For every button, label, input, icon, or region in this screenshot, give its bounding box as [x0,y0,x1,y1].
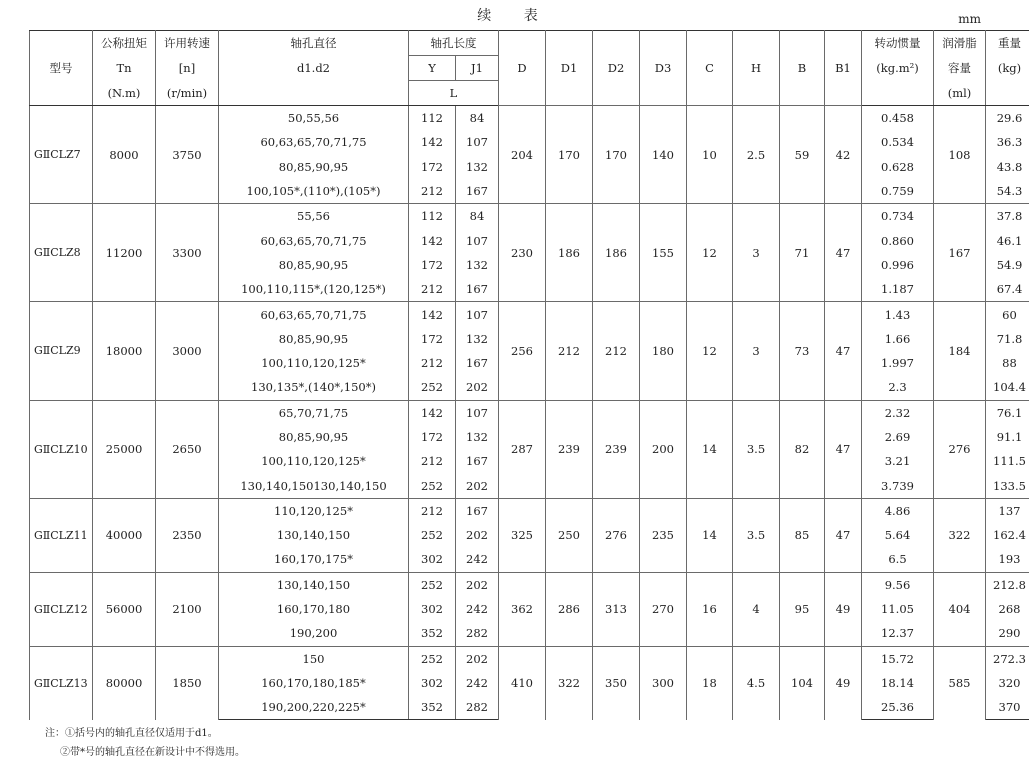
length-y-cell: 212 [409,277,456,302]
inertia-cell: 11.05 [862,597,934,621]
dim-d-cell: 325 [499,498,546,572]
dim-b-cell: 85 [780,498,825,572]
dim-h-cell: 3.5 [733,498,780,572]
weight-cell: 54.3 [986,179,1029,204]
inertia-cell: 1.66 [862,327,934,351]
bore-cell: 100,105*,(110*),(105*) [219,179,409,204]
model-cell: GⅡCLZ9 [30,302,93,400]
length-j1-cell: 132 [456,253,499,277]
dim-d1-cell: 186 [546,204,593,302]
header-grease-unit: (ml) [934,81,986,106]
torque-cell: 56000 [93,572,156,646]
inertia-cell: 1.43 [862,302,934,327]
model-cell: GⅡCLZ13 [30,646,93,720]
bore-cell: 100,110,120,125* [219,449,409,473]
grease-cell: 404 [934,572,986,646]
dim-h-cell: 3.5 [733,400,780,498]
header-torque-symbol: Tn [93,56,156,81]
length-j1-cell: 132 [456,425,499,449]
inertia-cell: 0.628 [862,155,934,179]
dim-c-cell: 14 [687,498,733,572]
header-bore-symbol: d1.d2 [219,56,409,81]
length-j1-cell: 282 [456,621,499,646]
dim-d-cell: 256 [499,302,546,400]
speed-cell: 3750 [156,106,219,204]
length-y-cell: 352 [409,621,456,646]
inertia-cell: 5.64 [862,523,934,547]
weight-cell: 104.4 [986,375,1029,400]
dim-d1-cell: 250 [546,498,593,572]
header-speed-symbol: [n] [156,56,219,81]
dim-d3-cell: 200 [640,400,687,498]
header-B: B [780,31,825,106]
table-row [30,498,1029,523]
table-body [30,106,1029,720]
length-j1-cell: 84 [456,106,499,131]
table-header [30,31,1029,106]
bore-cell: 190,200,220,225* [219,695,409,720]
length-y-cell: 252 [409,646,456,671]
dim-h-cell: 3 [733,204,780,302]
dim-d1-cell: 170 [546,106,593,204]
dim-d2-cell: 350 [593,646,640,720]
bore-cell: 80,85,90,95 [219,425,409,449]
bore-cell: 130,140,150130,140,150 [219,473,409,498]
length-y-cell: 172 [409,327,456,351]
header-length-l: L [409,81,499,106]
length-j1-cell: 167 [456,277,499,302]
dim-b1-cell: 47 [825,400,862,498]
dim-h-cell: 3 [733,302,780,400]
header-bore-name: 轴孔直径 [219,31,409,56]
dim-b1-cell: 49 [825,572,862,646]
weight-cell: 76.1 [986,400,1029,425]
bore-cell: 160,170,180 [219,597,409,621]
footnote-2: ②带*号的轴孔直径在新设计中不得选用。 [60,747,245,758]
grease-cell: 276 [934,400,986,498]
bore-cell: 100,110,115*,(120,125*) [219,277,409,302]
speed-cell: 3000 [156,302,219,400]
length-y-cell: 112 [409,106,456,131]
inertia-cell: 0.534 [862,130,934,154]
length-y-cell: 172 [409,253,456,277]
length-j1-cell: 202 [456,646,499,671]
bore-cell: 160,170,180,185* [219,671,409,695]
model-cell: GⅡCLZ11 [30,498,93,572]
length-y-cell: 212 [409,449,456,473]
length-j1-cell: 107 [456,302,499,327]
bore-cell: 60,63,65,70,71,75 [219,130,409,154]
dim-d-cell: 362 [499,572,546,646]
length-y-cell: 302 [409,597,456,621]
length-j1-cell: 132 [456,327,499,351]
bore-cell: 190,200 [219,621,409,646]
length-y-cell: 212 [409,179,456,204]
dim-b-cell: 95 [780,572,825,646]
header-grease-name2: 容量 [934,56,986,81]
table-row [30,204,1029,229]
bore-cell: 55,56 [219,204,409,229]
header-D2: D2 [593,31,640,106]
dim-c-cell: 10 [687,106,733,204]
header-C: C [687,31,733,106]
dim-h-cell: 4 [733,572,780,646]
dim-d3-cell: 155 [640,204,687,302]
header-torque-unit: (N.m) [93,81,156,106]
length-y-cell: 112 [409,204,456,229]
inertia-cell: 3.739 [862,473,934,498]
dim-b1-cell: 47 [825,302,862,400]
bore-cell: 130,135*,(140*,150*) [219,375,409,400]
length-y-cell: 212 [409,351,456,375]
inertia-cell: 6.5 [862,547,934,572]
bore-cell: 130,140,150 [219,572,409,597]
bore-cell: 60,63,65,70,71,75 [219,228,409,252]
length-y-cell: 302 [409,671,456,695]
inertia-cell: 0.734 [862,204,934,229]
weight-cell: 46.1 [986,228,1029,252]
weight-cell: 111.5 [986,449,1029,473]
weight-cell: 71.8 [986,327,1029,351]
header-H: H [733,31,780,106]
header-torque-name: 公称扭矩 [93,31,156,56]
grease-cell: 184 [934,302,986,400]
footnotes [45,724,245,762]
header-D1: D1 [546,31,593,106]
header-grease-name: 润滑脂 [934,31,986,56]
dim-d-cell: 230 [499,204,546,302]
length-j1-cell: 107 [456,228,499,252]
weight-cell: 370 [986,695,1029,720]
weight-cell: 212.8 [986,572,1029,597]
dim-d1-cell: 212 [546,302,593,400]
dim-b1-cell: 47 [825,498,862,572]
length-y-cell: 302 [409,547,456,572]
length-y-cell: 252 [409,473,456,498]
length-y-cell: 142 [409,302,456,327]
table-row [30,646,1029,671]
bore-cell: 150 [219,646,409,671]
coupling-spec-table [29,30,1029,720]
length-y-cell: 212 [409,498,456,523]
dim-b-cell: 71 [780,204,825,302]
weight-cell: 29.6 [986,106,1029,131]
inertia-cell: 12.37 [862,621,934,646]
weight-cell: 162.4 [986,523,1029,547]
inertia-cell: 2.32 [862,400,934,425]
dim-d1-cell: 286 [546,572,593,646]
length-j1-cell: 242 [456,671,499,695]
header-bore-blank [219,81,409,106]
length-y-cell: 142 [409,400,456,425]
speed-cell: 2350 [156,498,219,572]
header-model-blank [30,31,93,56]
length-j1-cell: 84 [456,204,499,229]
header-D: D [499,31,546,106]
inertia-cell: 1.187 [862,277,934,302]
weight-cell: 91.1 [986,425,1029,449]
bore-cell: 65,70,71,75 [219,400,409,425]
inertia-cell: 3.21 [862,449,934,473]
dim-d2-cell: 239 [593,400,640,498]
weight-cell: 60 [986,302,1029,327]
dim-b1-cell: 49 [825,646,862,720]
dim-h-cell: 4.5 [733,646,780,720]
model-cell: GⅡCLZ10 [30,400,93,498]
inertia-cell: 9.56 [862,572,934,597]
torque-cell: 8000 [93,106,156,204]
bore-cell: 130,140,150 [219,523,409,547]
weight-cell: 193 [986,547,1029,572]
torque-cell: 40000 [93,498,156,572]
length-j1-cell: 202 [456,473,499,498]
weight-cell: 320 [986,671,1029,695]
weight-cell: 272.3 [986,646,1029,671]
dim-b-cell: 104 [780,646,825,720]
grease-cell: 167 [934,204,986,302]
weight-cell: 137 [986,498,1029,523]
table-title: 续 表 [477,8,552,24]
weight-cell: 290 [986,621,1029,646]
inertia-cell: 4.86 [862,498,934,523]
bore-cell: 100,110,120,125* [219,351,409,375]
length-y-cell: 252 [409,375,456,400]
header-inertia-blank [862,81,934,106]
weight-cell: 36.3 [986,130,1029,154]
weight-cell: 133.5 [986,473,1029,498]
weight-cell: 268 [986,597,1029,621]
dim-c-cell: 12 [687,302,733,400]
length-j1-cell: 202 [456,375,499,400]
dim-c-cell: 14 [687,400,733,498]
weight-cell: 88 [986,351,1029,375]
dim-d2-cell: 186 [593,204,640,302]
grease-cell: 322 [934,498,986,572]
dim-d-cell: 287 [499,400,546,498]
length-y-cell: 142 [409,130,456,154]
inertia-cell: 25.36 [862,695,934,720]
header-length-y: Y [409,56,456,81]
length-y-cell: 252 [409,523,456,547]
dim-c-cell: 18 [687,646,733,720]
dim-d1-cell: 239 [546,400,593,498]
header-inertia-unit: (kg.m²) [862,56,934,81]
dim-d1-cell: 322 [546,646,593,720]
length-y-cell: 172 [409,155,456,179]
unit-label: mm [958,12,981,26]
inertia-cell: 1.997 [862,351,934,375]
torque-cell: 25000 [93,400,156,498]
torque-cell: 80000 [93,646,156,720]
dim-b1-cell: 47 [825,204,862,302]
model-cell: GⅡCLZ7 [30,106,93,204]
bore-cell: 50,55,56 [219,106,409,131]
header-weight-blank [986,81,1029,106]
weight-cell: 67.4 [986,277,1029,302]
bore-cell: 160,170,175* [219,547,409,572]
header-inertia-name: 转动惯量 [862,31,934,56]
dim-b-cell: 59 [780,106,825,204]
dim-d3-cell: 235 [640,498,687,572]
weight-cell: 43.8 [986,155,1029,179]
bore-cell: 80,85,90,95 [219,327,409,351]
dim-c-cell: 12 [687,204,733,302]
dim-b1-cell: 42 [825,106,862,204]
length-j1-cell: 242 [456,547,499,572]
bore-cell: 80,85,90,95 [219,155,409,179]
dim-d2-cell: 313 [593,572,640,646]
length-j1-cell: 167 [456,498,499,523]
inertia-cell: 2.3 [862,375,934,400]
inertia-cell: 0.458 [862,106,934,131]
dim-d2-cell: 276 [593,498,640,572]
header-speed-unit: (r/min) [156,81,219,106]
inertia-cell: 0.759 [862,179,934,204]
table-row [30,400,1029,425]
dim-d3-cell: 270 [640,572,687,646]
header-speed-name: 许用转速 [156,31,219,56]
inertia-cell: 18.14 [862,671,934,695]
bore-cell: 80,85,90,95 [219,253,409,277]
weight-cell: 37.8 [986,204,1029,229]
inertia-cell: 0.860 [862,228,934,252]
dim-d3-cell: 300 [640,646,687,720]
torque-cell: 11200 [93,204,156,302]
dim-c-cell: 16 [687,572,733,646]
header-D3: D3 [640,31,687,106]
length-y-cell: 172 [409,425,456,449]
length-j1-cell: 167 [456,179,499,204]
inertia-cell: 15.72 [862,646,934,671]
speed-cell: 3300 [156,204,219,302]
dim-d2-cell: 170 [593,106,640,204]
dim-d3-cell: 140 [640,106,687,204]
length-y-cell: 142 [409,228,456,252]
header-B1: B1 [825,31,862,106]
inertia-cell: 2.69 [862,425,934,449]
header-model: 型号 [30,56,93,81]
header-length-name: 轴孔长度 [409,31,499,56]
model-cell: GⅡCLZ12 [30,572,93,646]
dim-b-cell: 73 [780,302,825,400]
inertia-cell: 0.996 [862,253,934,277]
dim-h-cell: 2.5 [733,106,780,204]
table-row [30,302,1029,327]
footnote-1: 注：①括号内的轴孔直径仅适用于d1。 [45,728,218,739]
dim-d-cell: 204 [499,106,546,204]
length-j1-cell: 132 [456,155,499,179]
bore-cell: 110,120,125* [219,498,409,523]
model-cell: GⅡCLZ8 [30,204,93,302]
speed-cell: 2650 [156,400,219,498]
table-row [30,106,1029,131]
length-j1-cell: 202 [456,572,499,597]
weight-cell: 54.9 [986,253,1029,277]
length-j1-cell: 202 [456,523,499,547]
length-j1-cell: 167 [456,351,499,375]
header-weight-name: 重量 [986,31,1029,56]
grease-cell: 108 [934,106,986,204]
header-model-blank2 [30,81,93,106]
length-j1-cell: 107 [456,130,499,154]
table-row [30,572,1029,597]
speed-cell: 2100 [156,572,219,646]
length-y-cell: 352 [409,695,456,720]
header-length-j1: J1 [456,56,499,81]
speed-cell: 1850 [156,646,219,720]
length-j1-cell: 107 [456,400,499,425]
dim-d2-cell: 212 [593,302,640,400]
dim-b-cell: 82 [780,400,825,498]
length-j1-cell: 282 [456,695,499,720]
length-j1-cell: 167 [456,449,499,473]
grease-cell: 585 [934,646,986,720]
dim-d3-cell: 180 [640,302,687,400]
bore-cell: 60,63,65,70,71,75 [219,302,409,327]
torque-cell: 18000 [93,302,156,400]
length-j1-cell: 242 [456,597,499,621]
dim-d-cell: 410 [499,646,546,720]
header-weight-unit: (kg) [986,56,1029,81]
length-y-cell: 252 [409,572,456,597]
